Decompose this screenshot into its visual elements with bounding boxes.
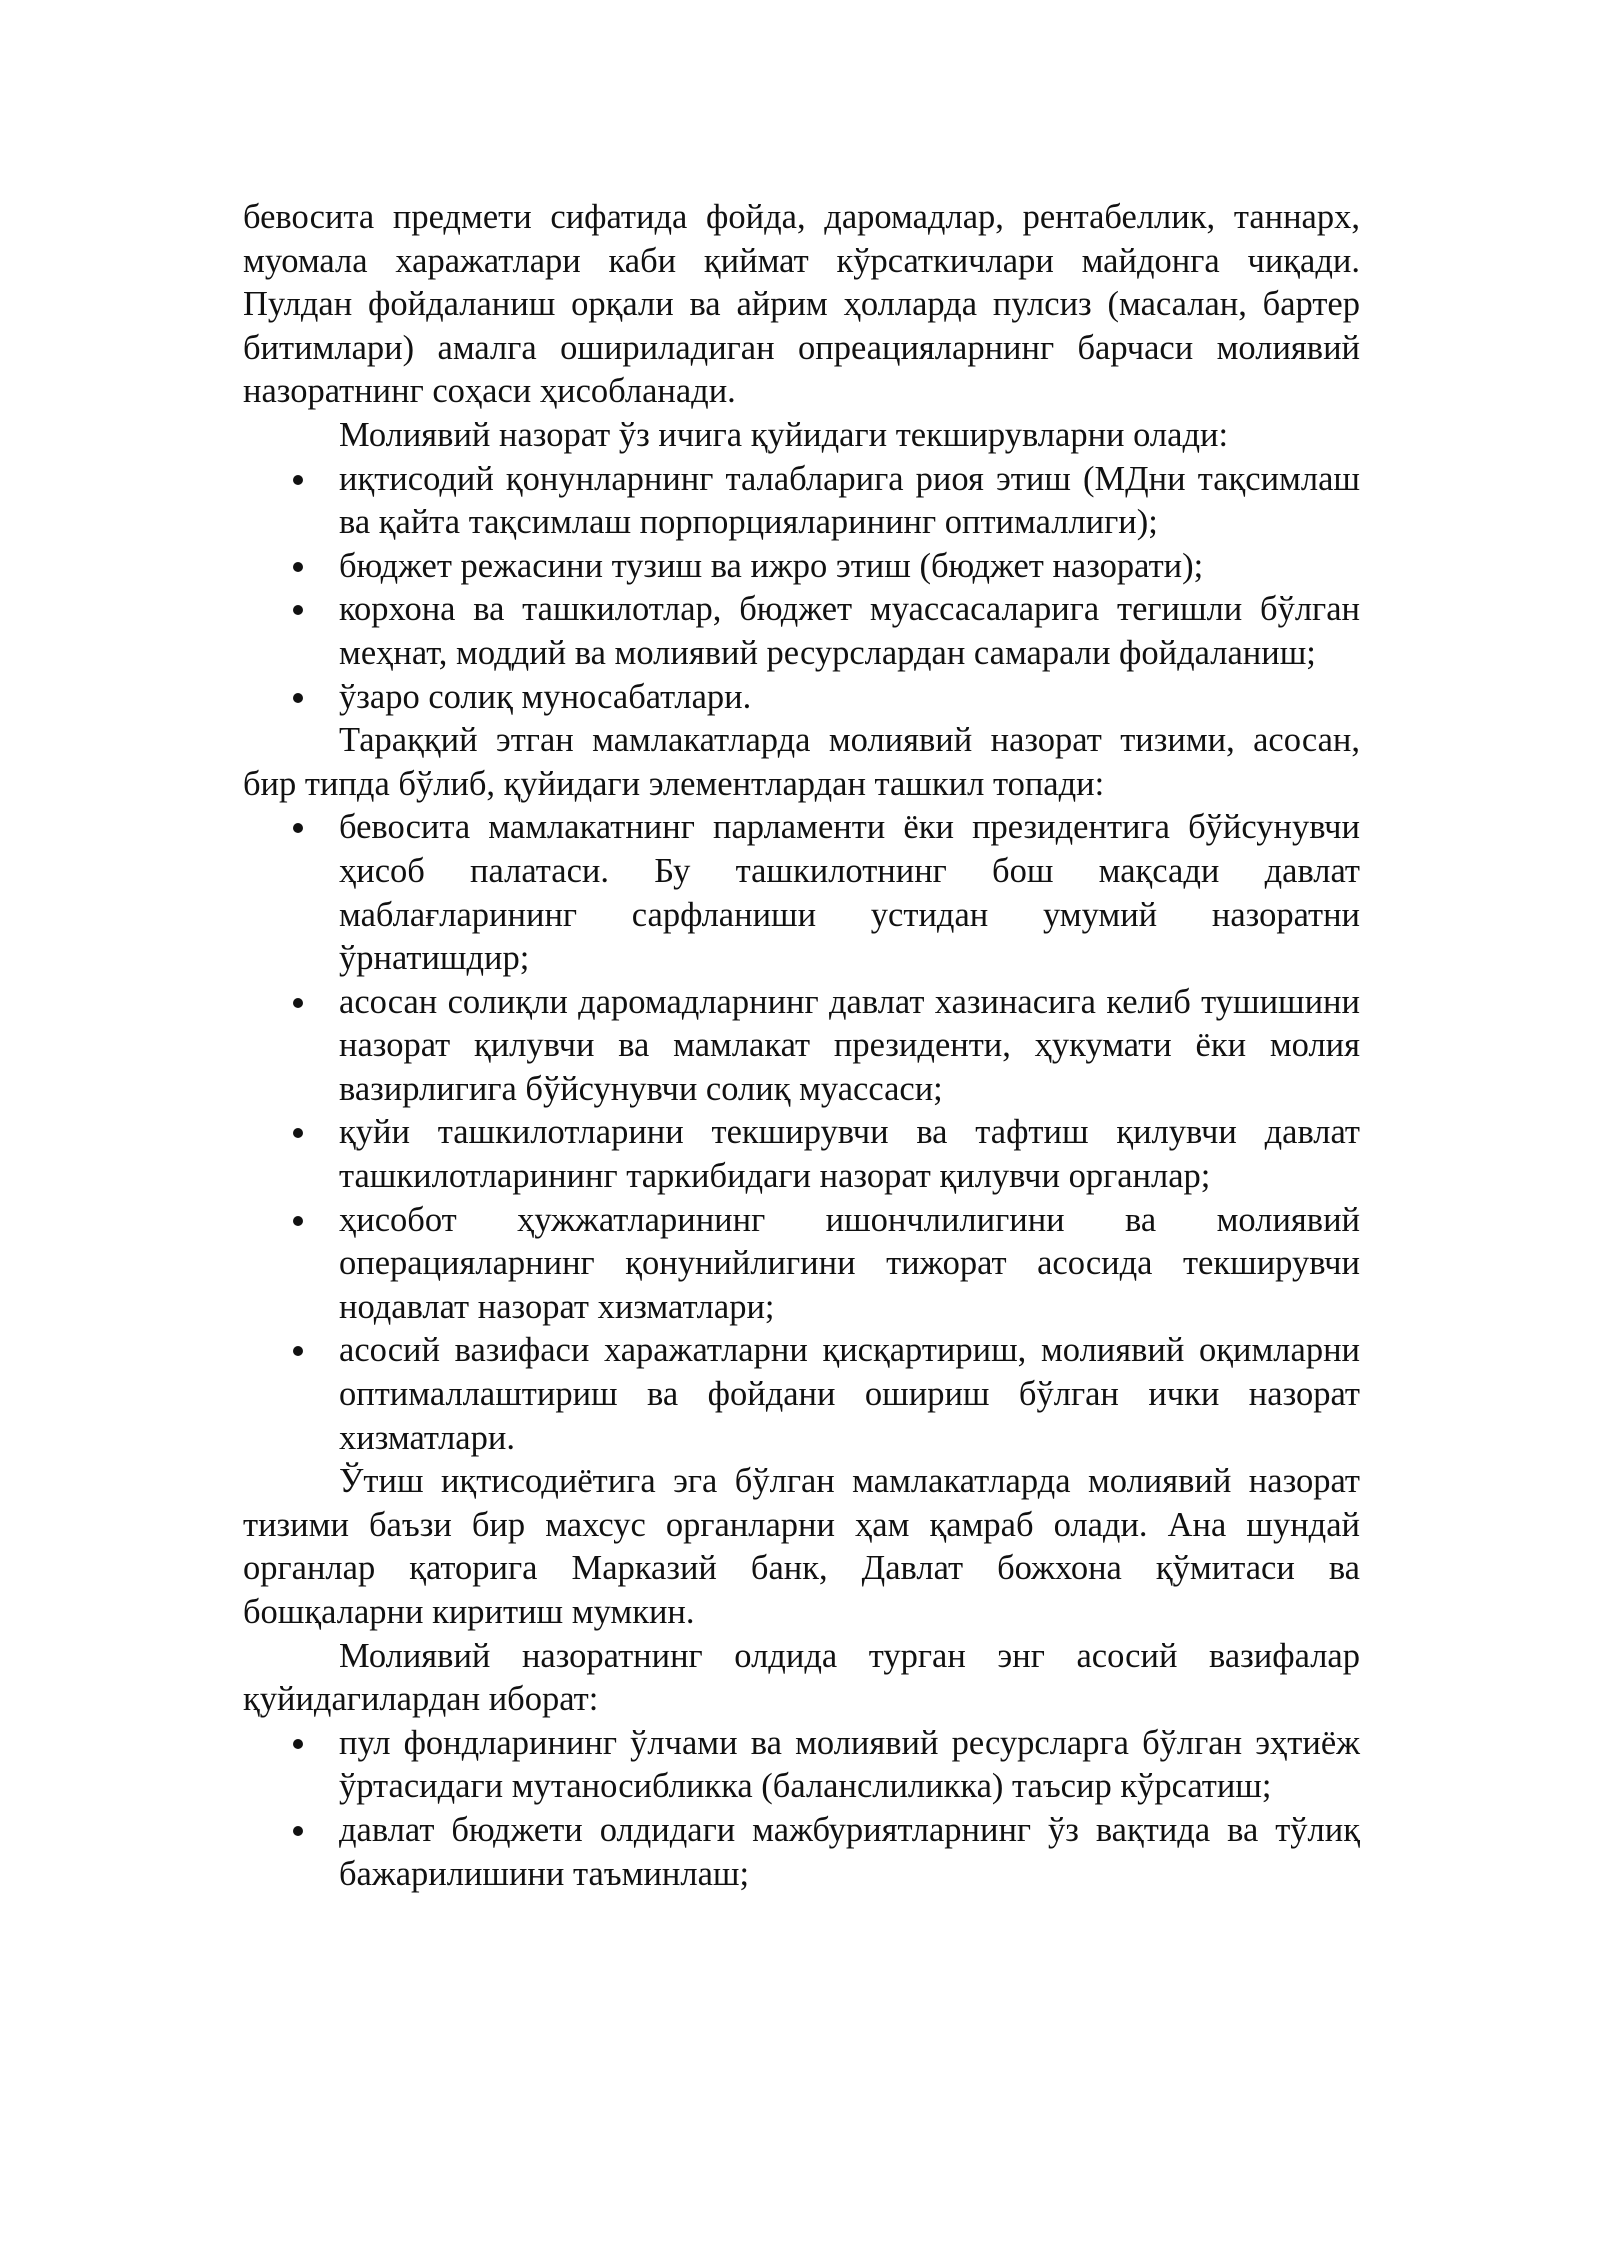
paragraph-control-checks: Молиявий назорат ўз ичига қуйидаги текширувларни олади: <box>339 415 1229 454</box>
list-item-text: қуйи ташкилотларини текширувчи ва тафтиш қилувчи давлат ташкилотларининг таркибидаги назорат қилувчи органлар; <box>339 1113 1360 1196</box>
bullet-icon <box>293 1739 303 1749</box>
bullet-icon <box>293 1346 303 1356</box>
list-item-text: ҳисобот ҳужжатларининг ишончлилигини ва молиявий операцияларнинг қонунийлигини тижорат асосида текширувчи нодавлат назорат хизматлари; <box>339 1200 1360 1326</box>
list-item <box>243 458 1360 545</box>
bullet-icon <box>293 605 303 615</box>
document-page <box>243 196 1360 1896</box>
paragraph-intro: бевосита предмети сифатида фойда, даромадлар, рентабеллик, таннарх, муомала харажатлари каби қиймат кўрсаткичлари майдонга чиқади. Пулдан фойдаланиш орқали ва айрим ҳолларда пулсиз (масалан, бартер битимлари) амалга ошириладиган опреацияларнинг барчаси молиявий назоратнинг соҳаси ҳисобланади. <box>243 198 1360 411</box>
list-item <box>243 1809 1360 1896</box>
list-item-text: бюджет режасини тузиш ва ижро этиш (бюджет назорати); <box>339 546 1204 585</box>
list-item-text: давлат бюджети олдидаги мажбуриятларнинг ўз вақтида ва тўлиқ бажарилишини таъминлаш; <box>339 1810 1360 1893</box>
paragraph-main-tasks: Молиявий назоратнинг олдида турган энг асосий вазифалар қуйидагилардан иборат: <box>243 1636 1360 1719</box>
bullet-icon <box>293 562 303 572</box>
bullet-icon <box>293 1216 303 1226</box>
paragraph-transition-economy: Ўтиш иқтисодиётига эга бўлган мамлакатларда молиявий назорат тизими баъзи бир махсус органларни ҳам қамраб олади. Ана шундай органлар қаторига Марказий банк, Давлат божхона қўмитаси ва бошқаларни киритиш мумкин. <box>243 1462 1360 1631</box>
checks-list <box>243 458 1360 720</box>
bullet-icon <box>293 1128 303 1138</box>
list-item <box>243 1329 1360 1460</box>
list-item-text: корхона ва ташкилотлар, бюджет муассасаларига тегишли бўлган меҳнат, моддий ва молиявий ресурслардан самарали фойдаланиш; <box>339 590 1360 672</box>
list-item <box>243 676 1360 720</box>
list-item-text: пул фондларининг ўлчами ва молиявий ресурсларга бўлган эҳтиёж ўртасидаги мутаносибликка (баланслиликка) таъсир кўрсатиш; <box>339 1723 1360 1806</box>
list-item <box>243 1111 1360 1198</box>
list-item-text: ўзаро солиқ муносабатлари. <box>339 677 752 716</box>
list-item-text: асосан солиқли даромадларнинг давлат хазинасига келиб тушишини назорат қилувчи ва мамлакат президенти, ҳукумати ёки молия вазирлигига бўйсунувчи солиқ муассаси; <box>339 982 1360 1108</box>
list-item-text: иқтисодий қонунларнинг талабларига риоя этиш (МДни тақсимлаш ва қайта тақсимлаш порпорцияларининг оптималлиги); <box>339 459 1360 542</box>
list-item <box>243 1199 1360 1330</box>
list-item <box>243 545 1360 589</box>
tasks-list <box>243 1722 1360 1896</box>
list-item <box>243 1722 1360 1809</box>
paragraph-developed-countries: Тараққий этган мамлакатларда молиявий назорат тизими, асосан, бир типда бўлиб, қуйидаги элементлардан ташкил топади: <box>243 721 1360 803</box>
list-item-text: бевосита мамлакатнинг парламенти ёки президентига бўйсунувчи ҳисоб палатаси. Бу ташкилотнинг бош мақсади давлат маблағларининг сарфланиши устидан умумий назоратни ўрнатишдир; <box>339 808 1360 978</box>
list-item <box>243 806 1360 980</box>
bullet-icon <box>293 1826 303 1836</box>
bullet-icon <box>293 998 303 1008</box>
list-item <box>243 981 1360 1112</box>
elements-list <box>243 806 1360 1460</box>
bullet-icon <box>293 823 303 833</box>
list-item-text: асосий вазифаси харажатларни қисқартириш, молиявий оқимларни оптималлаштириш ва фойдани ошириш бўлган ички назорат хизматлари. <box>339 1331 1360 1457</box>
list-item <box>243 588 1360 675</box>
bullet-icon <box>293 475 303 485</box>
bullet-icon <box>293 693 303 703</box>
